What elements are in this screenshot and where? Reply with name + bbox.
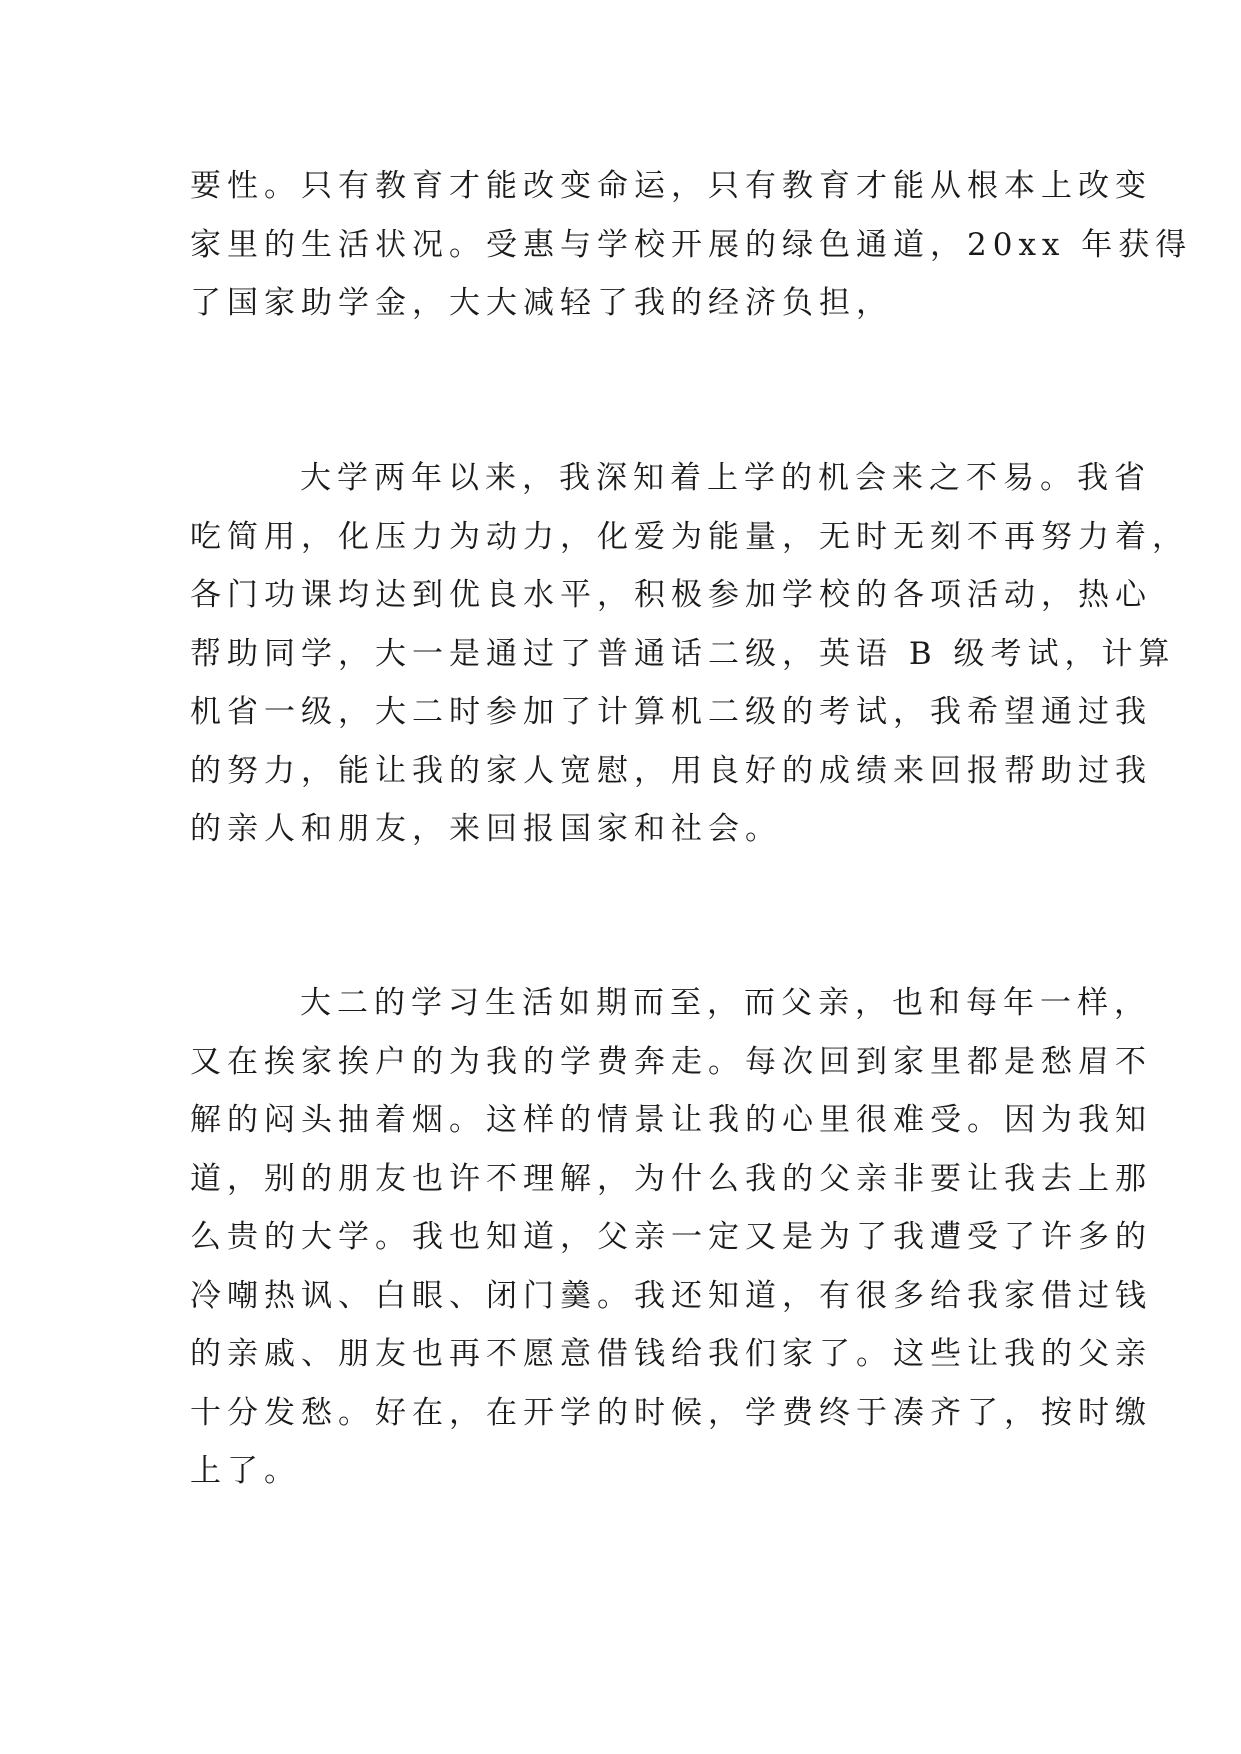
paragraph-line: 又在挨家挨户的为我的学费奔走。每次回到家里都是愁眉不 xyxy=(190,1043,1152,1080)
paragraph-1 xyxy=(190,157,1193,333)
paragraph-line: 解的闷头抽着烟。这样的情景让我的心里很难受。因为我知 xyxy=(190,1102,1152,1138)
paragraph-line: 十分发愁。好在，在开学的时候，学费终于凑齐了，按时缴 xyxy=(190,1394,1152,1431)
paragraph-line: 各门功课均达到优良水平，积极参加学校的各项活动，热心 xyxy=(190,577,1152,613)
paragraph-line: 的亲戚、朋友也再不愿意借钱给我们家了。这些让我的父亲 xyxy=(190,1336,1152,1372)
paragraph-line: 道，别的朋友也许不理解，为什么我的父亲非要让我去上那 xyxy=(190,1160,1152,1197)
paragraph-line: 机省一级，大二时参加了计算机二级的考试，我希望通过我 xyxy=(190,694,1152,730)
paragraph-first-line: 大学两年以来，我深知着上学的机会来之不易。我省 xyxy=(300,460,1151,496)
paragraph-line: 冷嘲热讽、白眼、闭门羹。我还知道，有很多给我家借过钱 xyxy=(190,1277,1152,1314)
paragraph-line: 要性。只有教育才能改变命运，只有教育才能从根本上改变 xyxy=(190,168,1152,204)
paragraph-line: 上了。 xyxy=(190,1453,301,1489)
paragraph-line: 的努力，能让我的家人宽慰，用良好的成绩来回报帮助过我 xyxy=(190,752,1152,789)
paragraph-3 xyxy=(190,974,1152,1501)
paragraph-line: 么贵的大学。我也知道，父亲一定又是为了我遭受了许多的 xyxy=(190,1219,1152,1255)
paragraph-line: 帮助同学，大一是通过了普通话二级，英语 B 级考试，计算 xyxy=(190,635,1176,672)
paragraph-line: 家里的生活状况。受惠与学校开展的绿色通道，20xx 年获得 xyxy=(190,226,1193,263)
paragraph-line: 的亲人和朋友，来回报国家和社会。 xyxy=(190,811,782,847)
paragraph-line: 了国家助学金，大大减轻了我的经济负担， xyxy=(190,285,893,321)
paragraph-first-line: 大二的学习生活如期而至，而父亲，也和每年一样， xyxy=(300,985,1151,1021)
paragraph-2 xyxy=(190,449,1189,859)
paragraph-line: 吃简用，化压力为动力，化爱为能量，无时无刻不再努力着， xyxy=(190,518,1189,555)
